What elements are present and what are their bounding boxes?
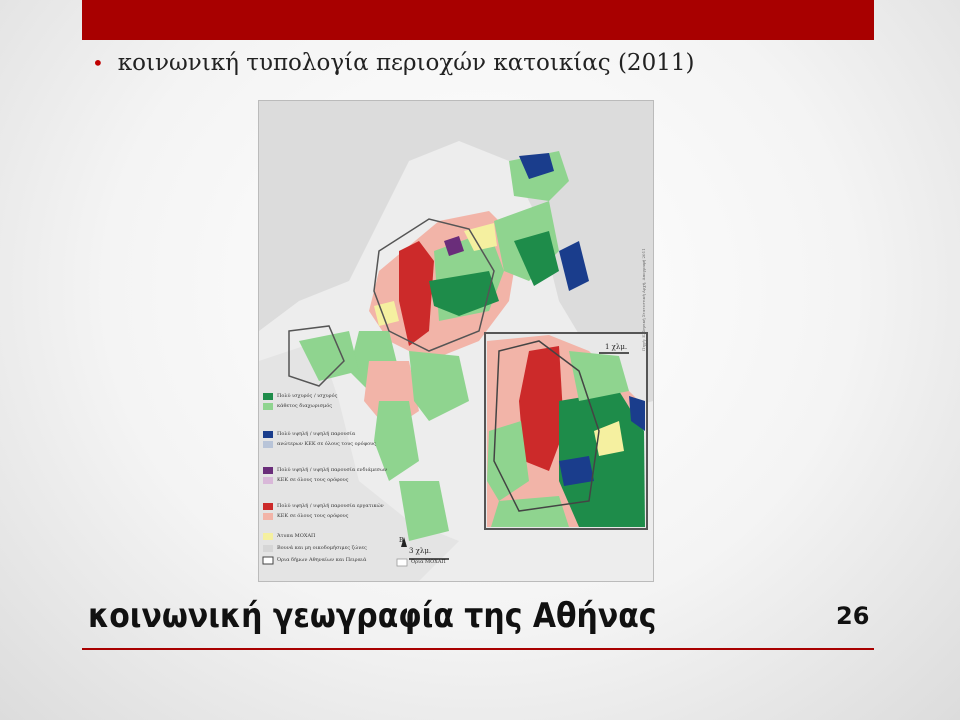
legend-label: κάθετος διαχωρισμός	[277, 403, 333, 409]
scale-label-inset: 1 χλμ.	[605, 343, 628, 351]
bullet-item	[92, 50, 694, 76]
legend-label: Όρια δήμων Αθηναίων και Πειραιά	[277, 557, 367, 563]
legend-label: Όρια ΜΟΧΑΠ	[411, 559, 446, 565]
map-image	[258, 100, 654, 582]
footer-accent-line	[82, 648, 874, 650]
page-number: 26	[836, 602, 870, 630]
legend-label: Πολύ υψηλή / υψηλή παρουσία	[277, 431, 356, 437]
legend-label: Πολύ ισχυρός / ισχυρός	[277, 393, 338, 399]
inset-map	[485, 333, 647, 529]
bullet-text: κοινωνική τυπολογία περιοχών κατοικίας (2011)	[117, 50, 695, 76]
legend-label: ανώτερων ΚΕΚ σε όλους τους ορόφους	[277, 441, 376, 447]
legend-label: Άτυπα ΜΟΧΑΠ	[277, 533, 316, 539]
legend-label: Βουνά και μη οικοδομήσιμες ζώνες	[277, 545, 367, 551]
legend-label: Πολύ υψηλή / υψηλή παρουσία εργατικών	[277, 503, 384, 509]
legend-label: ΚΕΚ σε όλους τους ορόφους	[277, 477, 349, 483]
north-label: Β	[399, 537, 404, 544]
slide-title: κοινωνική γεωγραφία της Αθήνας	[88, 596, 657, 636]
legend-label: Πολύ υψηλή / υψηλή παρουσία ενδιάμεσων	[277, 467, 388, 473]
map-credit: Πηγή: Ελληνική Στατιστική Αρχή, Απογραφή 2011	[641, 248, 646, 351]
top-accent-bar	[82, 0, 874, 40]
bullet-icon: •	[92, 51, 104, 75]
legend-label: ΚΕΚ σε όλους τους ορόφους	[277, 513, 349, 519]
map-graphic	[259, 101, 653, 581]
scale-label-main: 3 χλμ.	[409, 547, 432, 555]
